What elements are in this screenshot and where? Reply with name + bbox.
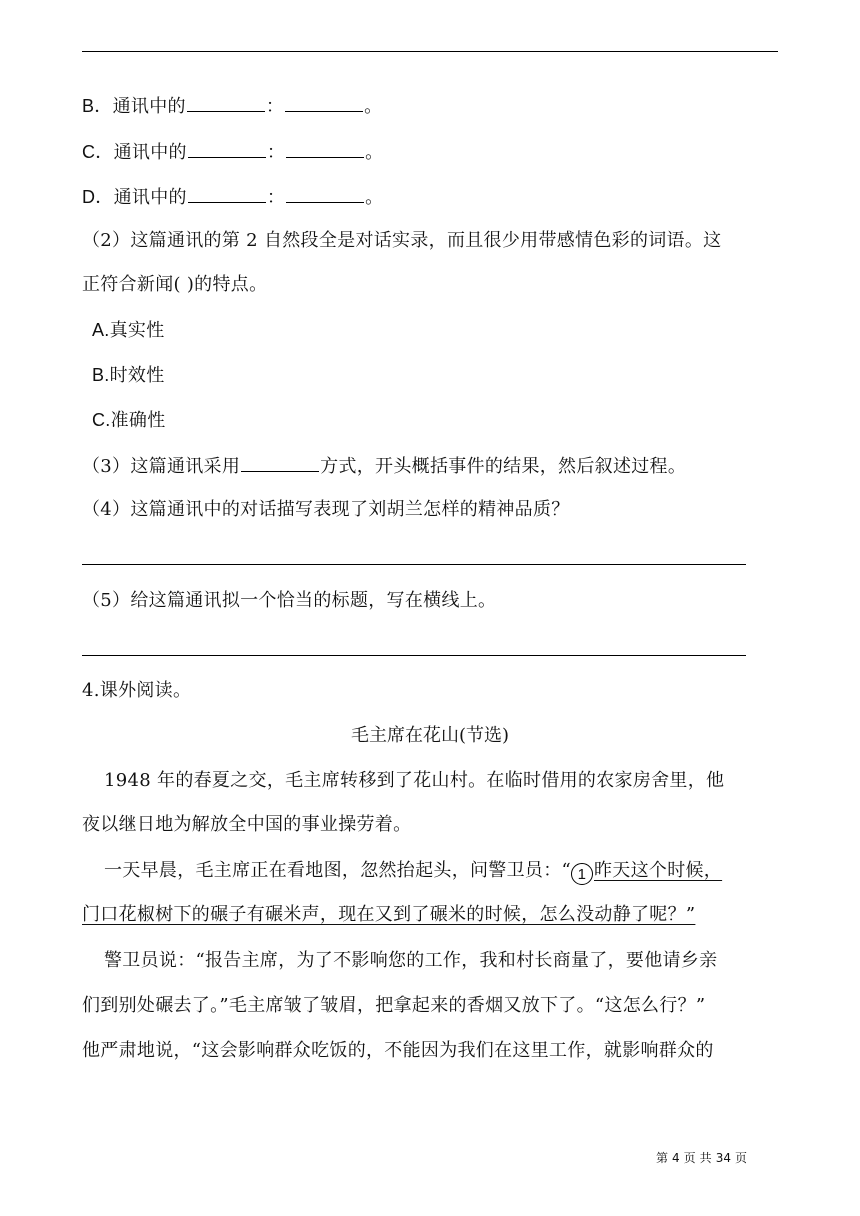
footer-page-number: 4: [672, 1151, 680, 1165]
item-b-blank-1[interactable]: [187, 93, 265, 112]
q4-line: （4）这篇通讯中的对话描写表现了刘胡兰怎样的精神品质？: [82, 499, 570, 520]
footer-di: 第: [656, 1151, 669, 1165]
underlined-sentence-part-1: 昨天这个时候，: [594, 860, 723, 881]
q2-option-b[interactable]: B.时效性: [92, 365, 165, 385]
page-footer: [656, 1150, 751, 1166]
q2-option-c[interactable]: C.准确性: [92, 410, 166, 430]
q3-line: [82, 453, 686, 479]
item-d-text: 通讯中的: [113, 187, 187, 208]
passage-p3-line-3: 他严肃地说，“这会影响群众吃饭的，不能因为我们在这里工作，就影响群众的: [82, 1040, 714, 1061]
circled-number-1: 1: [571, 863, 593, 885]
item-c-label: C．: [82, 142, 114, 162]
item-d-label: D．: [82, 187, 114, 207]
q5-line: （5）给这篇通讯拟一个恰当的标题，写在横线上。: [82, 590, 497, 611]
q5-answer-line[interactable]: [82, 655, 746, 656]
footer-ye-2: 页: [734, 1151, 747, 1165]
item-b-end: 。: [364, 96, 383, 117]
passage-p3-line-2: 们到别处碾去了。”毛主席皱了皱眉，把拿起来的香烟又放下了。“这怎么行？”: [82, 995, 706, 1016]
q4-answer-line[interactable]: [82, 564, 746, 565]
q3-blank[interactable]: [241, 453, 319, 472]
passage-p2-text: 一天早晨，毛主席正在看地图，忽然抬起头，问警卫员：“: [104, 860, 571, 881]
item-c-blank-2[interactable]: [286, 139, 364, 158]
footer-total-pages: 34: [715, 1151, 731, 1165]
q2-line-2: 正符合新闻( )的特点。: [82, 274, 268, 295]
header-rule: [82, 51, 778, 52]
item-b: [82, 93, 382, 119]
passage-p1-line-1: 1948 年的春夏之交，毛主席转移到了花山村。在临时借用的农家房舍里，他: [104, 770, 725, 791]
item-d-end: 。: [365, 187, 384, 208]
item-c: [82, 139, 383, 165]
item-c-colon: ：: [266, 142, 286, 163]
section-4-heading: 4.课外阅读。: [82, 680, 192, 701]
passage-p1-line-2: 夜以继日地为解放全中国的事业操劳着。: [82, 814, 412, 835]
passage-p2-line-1: [104, 859, 722, 885]
item-c-blank-1[interactable]: [188, 139, 266, 158]
footer-ye: 页: [683, 1151, 696, 1165]
item-d: [82, 184, 383, 210]
item-b-label: B．: [82, 96, 113, 116]
item-d-blank-2[interactable]: [286, 184, 364, 203]
q3-text-post: 方式，开头概括事件的结果，然后叙述过程。: [320, 456, 687, 477]
underlined-sentence-part-2: 门口花椒树下的碾子有碾米声，现在又到了碾米的时候，怎么没动静了呢？”: [82, 904, 696, 925]
item-d-colon: ：: [266, 187, 286, 208]
q3-text-pre: （3）这篇通讯采用: [82, 456, 241, 477]
item-b-text: 通讯中的: [112, 96, 186, 117]
item-b-colon: ：: [265, 96, 285, 117]
footer-gong: 共: [699, 1151, 712, 1165]
item-d-blank-1[interactable]: [188, 184, 266, 203]
passage-p3-line-1: 警卫员说：“报告主席，为了不影响您的工作，我和村长商量了，要他请乡亲: [104, 950, 718, 971]
passage-title: 毛主席在花山(节选): [350, 725, 510, 746]
item-b-blank-2[interactable]: [285, 93, 363, 112]
q2-line-1: （2）这篇通讯的第 2 自然段全是对话实录，而且很少用带感情色彩的词语。这: [82, 230, 722, 251]
item-c-text: 通讯中的: [113, 142, 187, 163]
item-c-end: 。: [365, 142, 384, 163]
q2-option-a[interactable]: A.真实性: [92, 320, 165, 340]
